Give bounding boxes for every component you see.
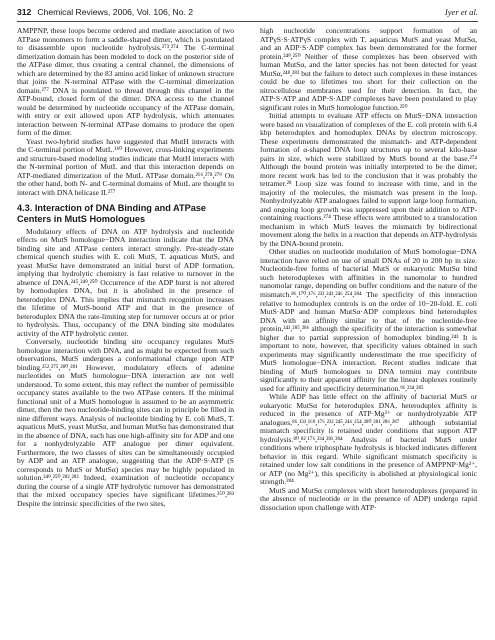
paragraph: AMPPNP, these loops become ordered and mediate association of two ATPase monomers to form a saddle-shaped dimer, which is postulated to disassemble upon nucleotide hydrolysis.²⁷³,²⁷⁴ The C-terminal dimerization domain has been modeled to dock on the posterior side of the ATPase dimer, thus creating a central channel, the dimensions of which are determined by the 83 amino acid linker of unknown structure that joins the N-terminal ATPase with the C-terminal dimerization domain.²⁷⁷ DNA is postulated to thread through this channel in the ATP-bound, closed form of the dimer. DNA access to the channel would be determined by nucleotide occupancy of the ATPase domain, with entry or exit allowed upon ATP hydrolysis, which attenuates interaction between N-terminal ATPase domains to produce the open form of the dimer. [17, 26, 234, 138]
journal-citation: Chemical Reviews, 2006, Vol. 106, No. 2 [37, 7, 194, 17]
section-heading: 4.3. Interaction of DNA Binding and ATPase Centers in MutS Homologues [17, 203, 207, 224]
header-rule [17, 21, 478, 22]
right-column [260, 27, 477, 512]
paragraph: Initial attempts to evaluate ATP effects on MutS−DNA interaction were based on visualization of complexes of the E. coli protein with 6.4 kbp heteroduplex and homoduplex DNAs by electron microscopy. These experiments demonstrated the mismatch- and ATP-dependent formation of α-shaped DNA loop structures up to several kilo-base pairs in size, which were stabilized by MutS bound at the base.²⁷⁴ Although the bound protein was initially interpreted to be the dimer, more recent work has led to the conclusion that it was probably the tetramer.²⁸ Loop size was found to increase with time, and in the majority of the molecules, the mismatch was present in the loop. Nonhydrolyzable ATP analogues failed to support large loop formation, and ongoing loop growth was suppressed upon their addition to ATP-containing reactions.²⁷⁴ These effects were attributed to a translocation mechanism in which MutS leaves the mismatch by bidirectional movement along the helix in a reaction that depends on ATP-hydrolysis by the DNA-bound protein. [260, 111, 477, 248]
paragraph: While ADP has little effect on the affinity of bacterial MutS or eukaryotic MutSα for heteroduplex DNA, heteroduplex affinity is reduced in the presence of ATP·Mg²⁺ or nonhydrolyzable ATP analogues,⁸⁶,¹³³,¹⁶⁹,¹⁷⁶,²³²,²⁴⁵,²⁴⁶,²⁵⁴,²⁸⁰,²⁸¹,²⁸⁶,²⁸⁷ although substantial mismatch specificity is retained under conditions that support ATP hydrolysis.⁸⁰,⁸²,¹⁷⁶,²³⁴,²⁸¹,²⁸⁴ Analysis of bacterial MutS under conditions where triphosphate hydrolysis is blocked indicates different behavior in this regard. While significant mismatch specificity is retained under low salt conditions in the presence of AMPPNP·Mg²⁺, or ATP (no Mg²⁺), this specificity is abolished at physiological ionic strength.²⁸⁴ [260, 392, 477, 487]
left-column [17, 27, 234, 509]
paragraph: Yeast two-hybrid studies have suggested that MutH interacts with the C-terminal portion of MutL.¹⁶⁰ However, cross-linking experiments and structure-based modeling studies indicate that MutH interacts with the N-terminal portion of MutL and that this interaction depends on ATP-mediated dimerization of the MutL ATPase domain.²⁶⁶,²⁷⁸,²⁷⁹ On the other hand, both N- and C-terminal domains of MutL are thought to interact with DNA helicase II.²⁷⁷ [17, 136, 234, 197]
paragraph: high nucleotide concentrations support formation of an ATPγS·S·ATPγS complex with T. aquaticus MutS and yeast MutSα, and an ADP·S·ADP complex has been demonstrated for the former protein.²⁴⁹,²⁵⁰ Neither of these complexes has been observed with human MutSα, and the latter species has not been detected for yeast MutSα,²⁴⁸,²⁸³ but the failure to detect such complexes in these instances could be due to lifetimes too short for their collection on the nitrocellulose membranes used for their detection. In fact, the ATP·S·ATP and ADP·S·ADP complexes have been postulated to play significant roles in MutS homologue function.²⁵⁰ [260, 26, 477, 112]
paragraph: Other studies on nucleotide modulation of MutS homologue−DNA interaction have relied on use of small DNAs of 20 to 200 bp in size. Nucleotide-free forms of bacterial MutS or eukaryotic MutSα bind such heteroduplexes with affinities in the nanomolar to hundred nanomolar range, depending on buffer conditions and the nature of the mismatch.⁸⁶,¹⁷⁰,¹⁷⁶,²³²,²⁴³,²⁴⁶,²⁵⁴,²⁸⁴ The specificity of this interaction relative to homoduplex controls is on the order of 10−20-fold. E. coli MutS·ADP and human MutSα·ADP complexes bind heteroduplex DNA with an affinity similar to that of the nucleotide-free protein,²⁴³,²⁸⁵,²⁸⁶ although the specificity of the interaction is somewhat higher due to partial suppression of homoduplex binding.²⁴³ It is important to note, however, that specificity values obtained in such experiments may significantly underestimate the true specificity of MutS homologue−DNA interaction. Recent studies indicate that binding of MutS homologues to DNA termini may contribute significantly to their apparent affinity for the linear duplexes routinely used for affinity and specificity determination.⁹¹,²³⁴,²⁸⁵ [260, 247, 477, 393]
running-header [17, 7, 478, 21]
header-left [17, 7, 193, 17]
paragraph: MutS and MutSα complexes with short heteroduplexes (prepared in the absence of nucleotide or in the presence of ADP) undergo rapid dissociation upon challenge with ATP· [260, 485, 477, 512]
page-number: 312 [17, 7, 32, 17]
header-authors: Iyer et al. [444, 7, 478, 17]
paragraph: Conversely, nucleotide binding site occupancy regulates MutS homologue interaction with DNA, and as might be expected from such observations, MutS undergoes a conformational change upon ATP binding.²⁵²,²⁷⁵,²⁸⁰,²⁸¹ However, modulatory effects of adenine nucleotides on MutS homologue−DNA interaction are not well understood. To some extent, this may reflect the number of permissible occupancy states available to the two ATPase centers. If the minimal functional unit of a MutS homologue is assumed to be an asymmetric dimer, then the two nucleotide-binding sites can in principle be filled in nine different ways. Analysis of nucleotide binding by E. coli MutS, T. aquaticus MutS, yeast MutSα, and human MutSα has demonstrated that in the absence of DNA, each has one high-affinity site for ADP and one for a nonhydrolyzable ATP analogue per dimer equivalent. Furthermore, the two classes of sites can be simultaneously occupied by ADP and an ATP analogue, suggesting that the ADP·S·ATP (S corresponds to MutS or MutSα) species may be highly populated in solution.²⁴⁹,²⁵⁰,²⁸²,²⁸³ Indeed, examination of nucleotide occupancy during the course of a single ATP hydrolytic turnover has demonstrated that the mixed occupancy species have significant lifetimes.²⁵⁰,²⁸³ Despite the intrinsic specificities of the two sites, [17, 337, 234, 508]
paragraph: Modulatory effects of DNA on ATP hydrolysis and nucleotide effects on MutS homologue−DNA interaction indicate that the DNA binding site and ATPase centers interact strongly. Pre-steady-state chemical quench studies with E. coli MutS, T. aquaticus MutS, and yeast MutSα have demonstrated an initial burst of ADP formation, implying that hydrolytic chemistry is fast relative to turnover in the absence of DNA.²⁴⁵,²⁴⁹,²⁵⁰ Occurrence of the ADP burst is not altered by homoduplex DNA, but it is abolished in the presence of heteroduplex DNA. This implies that mismatch recognition increases the lifetime of MutS-bound ATP and that in the presence of heteroduplex DNA the rate-limiting step for turnover occurs at or prior to hydrolysis. Thus, occupancy of the DNA binding site modulates activity of the ATP hydrolytic center. [17, 226, 234, 338]
